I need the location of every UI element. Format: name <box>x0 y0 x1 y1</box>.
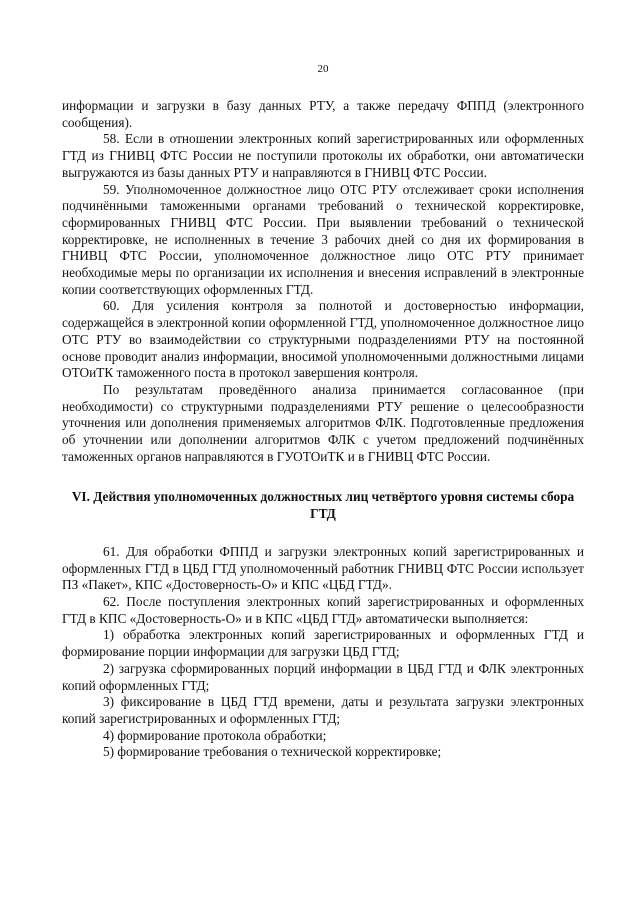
section-heading: VI. Действия уполномоченных должностных лиц четвёртого уровня системы сбора ГТД <box>71 489 575 522</box>
paragraph-60: 60. Для усиления контроля за полнотой и достоверностью информации, содержащейся в электронной копии оформленной ГТД, уполномоченное должностное лицо ОТС РТУ во взаимодействии со структурными подразделениями РТУ на постоянной основе проводит анализ информации, вносимой уполномоченными должностными лицами ОТОиТК таможенного поста в протокол завершения контроля. <box>62 298 584 381</box>
list-item-3: 3) фиксирование в ЦБД ГТД времени, даты и результата загрузки электронных копий зарегистрированных и оформленных ГТД; <box>62 694 584 726</box>
list-item-5: 5) формирование требования о технической корректировке; <box>103 744 442 760</box>
paragraph-62: 62. После поступления электронных копий зарегистрированных и оформленных ГТД в КПС «Достоверность-О» и в КПС «ЦБД ГТД» автоматически выполняется: <box>62 593 584 626</box>
paragraph-61: 61. Для обработки ФППД и загрузки электронных копий зарегистрированных и оформленных ГТД в ЦБД ГТД уполномоченный работник ГНИВЦ ФТС России использует ПЗ «Пакет», КПС «Достоверность-О» и КПС «ЦБД ГТД». <box>62 543 584 593</box>
page-number: 20 <box>317 63 329 75</box>
list-item-1: 1) обработка электронных копий зарегистрированных и оформленных ГТД и формирование порции информации для загрузки ЦБД ГТД; <box>62 627 584 660</box>
paragraph-58: 58. Если в отношении электронных копий зарегистрированных или оформленных ГТД из ГНИВЦ ФТС России не поступили протоколы их обработки, они автоматически выгружаются из базы данных РТУ и направляются в ГНИВЦ ФТС России. <box>62 131 584 180</box>
list-item-4: 4) формирование протокола обработки; <box>103 727 327 743</box>
list-item-2: 2) загрузка сформированных порций информации в ЦБД ГТД и ФЛК электронных копий оформленных ГТД; <box>62 660 584 693</box>
paragraph-59: 59. Уполномоченное должностное лицо ОТС РТУ отслеживает сроки исполнения подчинёнными таможенными органами требований о технической корректировке, сформированных ГНИВЦ ФТС России. При выявлении требований о технической корректировке, не исполненных в течение 3 рабочих дней со дня их формирования в ГНИВЦ ФТС России, уполномоченное должностное лицо ОТС РТУ принимает необходимые меры по организации их исполнения и внесения исправлений в электронные копии соответствующих оформленных ГТД. <box>62 181 584 297</box>
paragraph-continuation: информации и загрузки в базу данных РТУ, а также передачу ФППД (электронного сообщения). <box>62 98 584 130</box>
paragraph-analysis-results: По результатам проведённого анализа принимается согласованное (при необходимости) со структурными подразделениями РТУ решение о целесообразности уточнения или дополнения применяемых алгоритмов ФЛК. Подготовленные предложения об уточнении или дополнении алгоритмов ФЛК с учетом предложений подчинённых таможенных органов направляются в ГУОТОиТК и в ГНИВЦ ФТС России. <box>62 381 584 464</box>
document-page <box>62 62 584 761</box>
